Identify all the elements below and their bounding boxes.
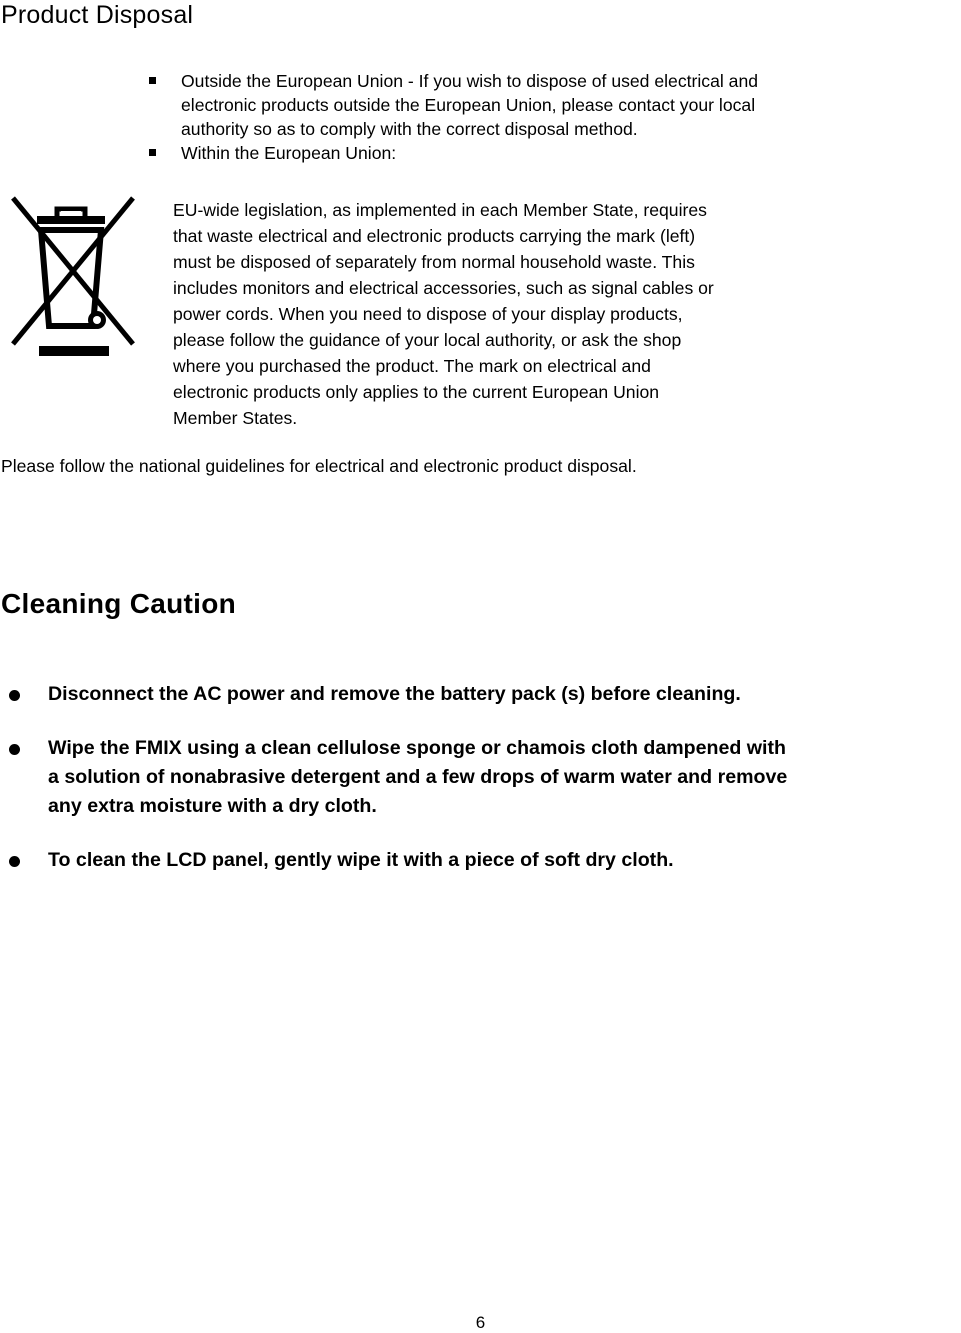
square-bullet-icon xyxy=(149,77,156,84)
caution-line: a solution of nonabrasive detergent and a few drops of warm water and remove xyxy=(48,766,788,788)
bullet-line: Outside the European Union - If you wish to dispose of used electrical and xyxy=(181,71,759,91)
list-item xyxy=(0,680,961,709)
caution-line: Wipe the FMIX using a clean cellulose sponge or chamois cloth dampened with xyxy=(48,737,786,759)
list-item xyxy=(0,846,961,875)
caution-line: any extra moisture with a dry cloth. xyxy=(48,795,377,817)
paragraph-line: Member States. xyxy=(173,408,298,428)
list-item xyxy=(146,69,936,141)
paragraph-line: EU-wide legislation, as implemented in each Member State, requires xyxy=(173,200,707,220)
round-bullet-icon xyxy=(9,744,20,755)
paragraph-line: where you purchased the product. The mark on electrical and xyxy=(173,356,651,376)
bullet-line: electronic products outside the European Union, please contact your local xyxy=(181,95,756,115)
crossed-out-wheelie-bin-icon xyxy=(9,194,137,356)
round-bullet-icon xyxy=(9,856,20,867)
paragraph-line: includes monitors and electrical accessories, such as signal cables or xyxy=(173,278,714,298)
paragraph-line: that waste electrical and electronic products carrying the mark (left) xyxy=(173,226,696,246)
page-number: 6 xyxy=(475,1313,486,1332)
square-bullet-icon xyxy=(149,149,156,156)
eu-legislation-paragraph xyxy=(173,197,893,431)
caution-line: To clean the LCD panel, gently wipe it with a piece of soft dry cloth. xyxy=(48,849,674,871)
bullet-line: Within the European Union: xyxy=(181,143,397,163)
round-bullet-icon xyxy=(9,690,20,701)
paragraph-line: electronic products only applies to the current European Union xyxy=(173,382,660,402)
cleaning-caution-list xyxy=(0,680,961,900)
paragraph-line: please follow the guidance of your local authority, or ask the shop xyxy=(173,330,682,350)
section-title-cleaning-caution: Cleaning Caution xyxy=(1,588,237,619)
list-item xyxy=(0,734,961,821)
caution-line: Disconnect the AC power and remove the battery pack (s) before cleaning. xyxy=(48,683,741,705)
paragraph-line: power cords. When you need to dispose of your display products, xyxy=(173,304,683,324)
bullet-line: authority so as to comply with the correct disposal method. xyxy=(181,119,638,139)
national-guidelines-note: Please follow the national guidelines for electrical and electronic product disposal. xyxy=(1,456,637,476)
disposal-bullet-list xyxy=(146,69,936,165)
paragraph-line: must be disposed of separately from normal household waste. This xyxy=(173,252,695,272)
list-item xyxy=(146,141,936,165)
section-title-product-disposal: Product Disposal xyxy=(1,1,194,29)
